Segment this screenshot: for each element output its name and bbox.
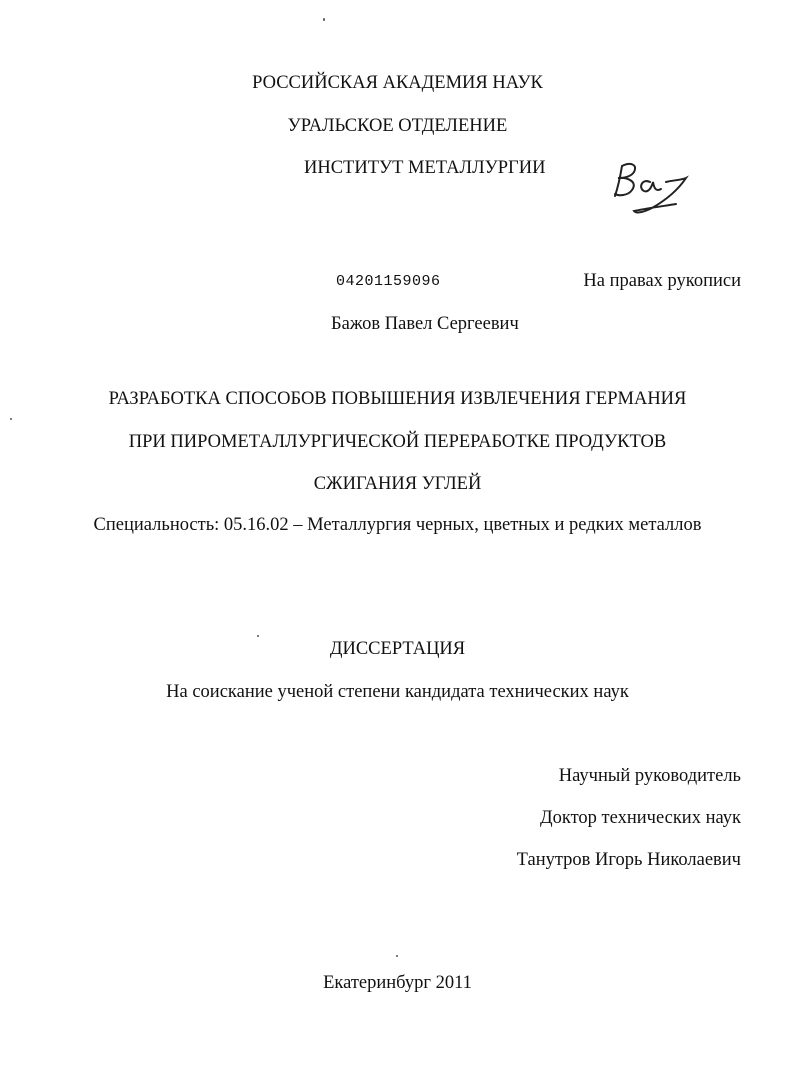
supervisor-degree: Доктор технических наук (539, 808, 741, 828)
institute-name: ИНСТИТУТ МЕТАЛЛУРГИИ (304, 158, 546, 178)
branch-name: УРАЛЬСКОЕ ОТДЕЛЕНИЕ (287, 116, 508, 136)
registration-number: 04201159096 (336, 273, 441, 290)
specialty: Специальность: 05.16.02 – Металлургия черных, цветных и редких металлов (93, 515, 702, 535)
manuscript-note: На правах рукописи (583, 271, 741, 291)
scan-speck (396, 955, 398, 957)
scan-speck (323, 18, 325, 21)
scan-speck (257, 635, 259, 637)
signature-icon (608, 156, 698, 218)
author-name: Бажов Павел Сергеевич (331, 314, 519, 334)
degree-note: На соискание ученой степени кандидата технических наук (166, 682, 629, 702)
academy-name: РОССИЙСКАЯ АКАДЕМИЯ НАУК (252, 73, 543, 93)
scan-speck (10, 418, 12, 420)
supervisor-role: Научный руководитель (558, 766, 741, 786)
thesis-title-line-1: РАЗРАБОТКА СПОСОБОВ ПОВЫШЕНИЯ ИЗВЛЕЧЕНИЯ ГЕРМАНИЯ (108, 389, 687, 409)
supervisor-name: Танутров Игорь Николаевич (516, 850, 741, 870)
city-year: Екатеринбург 2011 (323, 973, 472, 993)
thesis-title-line-2: ПРИ ПИРОМЕТАЛЛУРГИЧЕСКОЙ ПЕРЕРАБОТКЕ ПРОДУКТОВ (128, 432, 667, 452)
document-type: ДИССЕРТАЦИЯ (329, 639, 466, 659)
thesis-title-line-3: СЖИГАНИЯ УГЛЕЙ (313, 474, 482, 494)
